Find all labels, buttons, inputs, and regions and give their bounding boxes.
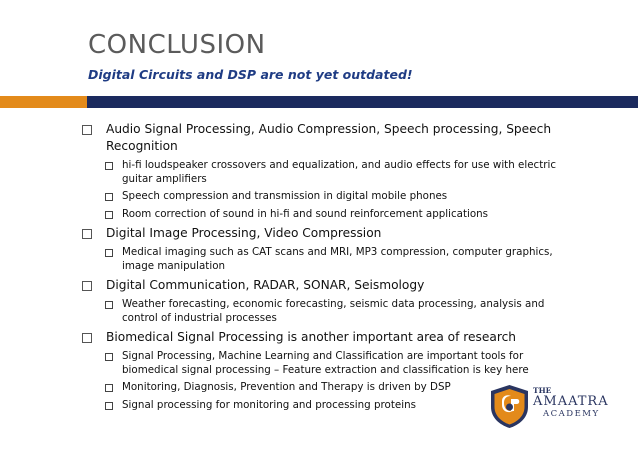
sub-bullet: [105, 159, 562, 186]
square-bullet-icon: [82, 125, 92, 135]
logo-wordmark: [533, 387, 609, 419]
slide-title: CONCLUSION: [88, 30, 266, 60]
section-bullet: [82, 329, 562, 346]
sub-bullet-text: Medical imaging such as CAT scans and MRI, MP3 compression, computer graphics, image manipulation: [122, 246, 553, 272]
logo-the-text: THE: [533, 386, 552, 395]
square-bullet-icon: [105, 193, 113, 201]
square-bullet-icon: [82, 333, 92, 343]
section-bullet: [82, 225, 562, 242]
square-bullet-icon: [105, 211, 113, 219]
sub-bullet: [105, 298, 562, 325]
sub-bullet-text: Speech compression and transmission in digital mobile phones: [122, 190, 448, 202]
logo-name-text: AMAATRA: [533, 394, 609, 409]
square-bullet-icon: [105, 162, 113, 170]
square-bullet-icon: [105, 353, 113, 361]
header-bar-orange: [0, 96, 87, 108]
sub-bullet-text: hi-fi loudspeaker crossovers and equalization, and audio effects for use with electric guitar amplifiers: [122, 159, 557, 185]
square-bullet-icon: [105, 402, 113, 410]
slide-subtitle: Digital Circuits and DSP are not yet outdated!: [88, 67, 413, 82]
amaatra-academy-logo: [487, 383, 627, 433]
sub-bullet-text: Weather forecasting, economic forecasting, seismic data processing, analysis and control of industrial processes: [122, 298, 545, 324]
square-bullet-icon: [105, 301, 113, 309]
sub-bullet-text: Monitoring, Diagnosis, Prevention and Therapy is driven by DSP: [122, 381, 451, 393]
bullet-list: [82, 121, 562, 416]
square-bullet-icon: [82, 281, 92, 291]
sub-bullet: [105, 350, 562, 377]
shield-logo-icon: [487, 383, 532, 429]
sub-bullet-text: Signal Processing, Machine Learning and Classification are important tools for biomedical signal processing – Feature extraction and classification is key here: [122, 350, 529, 376]
sub-bullet: [105, 190, 562, 204]
section-bullet: [82, 121, 562, 155]
sub-bullet: [105, 208, 562, 222]
sub-bullet-text: Signal processing for monitoring and processing proteins: [122, 398, 416, 411]
section-text: Biomedical Signal Processing is another important area of research: [106, 330, 517, 344]
logo-academy-text: ACADEMY: [543, 409, 600, 419]
square-bullet-icon: [82, 229, 92, 239]
square-bullet-icon: [105, 249, 113, 257]
sub-bullet-text: Room correction of sound in hi-fi and sound reinforcement applications: [122, 207, 489, 220]
section-text: Audio Signal Processing, Audio Compression, Speech processing, Speech Recognition: [106, 122, 552, 153]
square-bullet-icon: [105, 384, 113, 392]
sub-bullet: [105, 246, 562, 273]
section-text: Digital Image Processing, Video Compression: [106, 226, 382, 240]
section-text: Digital Communication, RADAR, SONAR, Seismology: [106, 278, 425, 292]
section-bullet: [82, 277, 562, 294]
header-bar-navy: [87, 96, 638, 108]
